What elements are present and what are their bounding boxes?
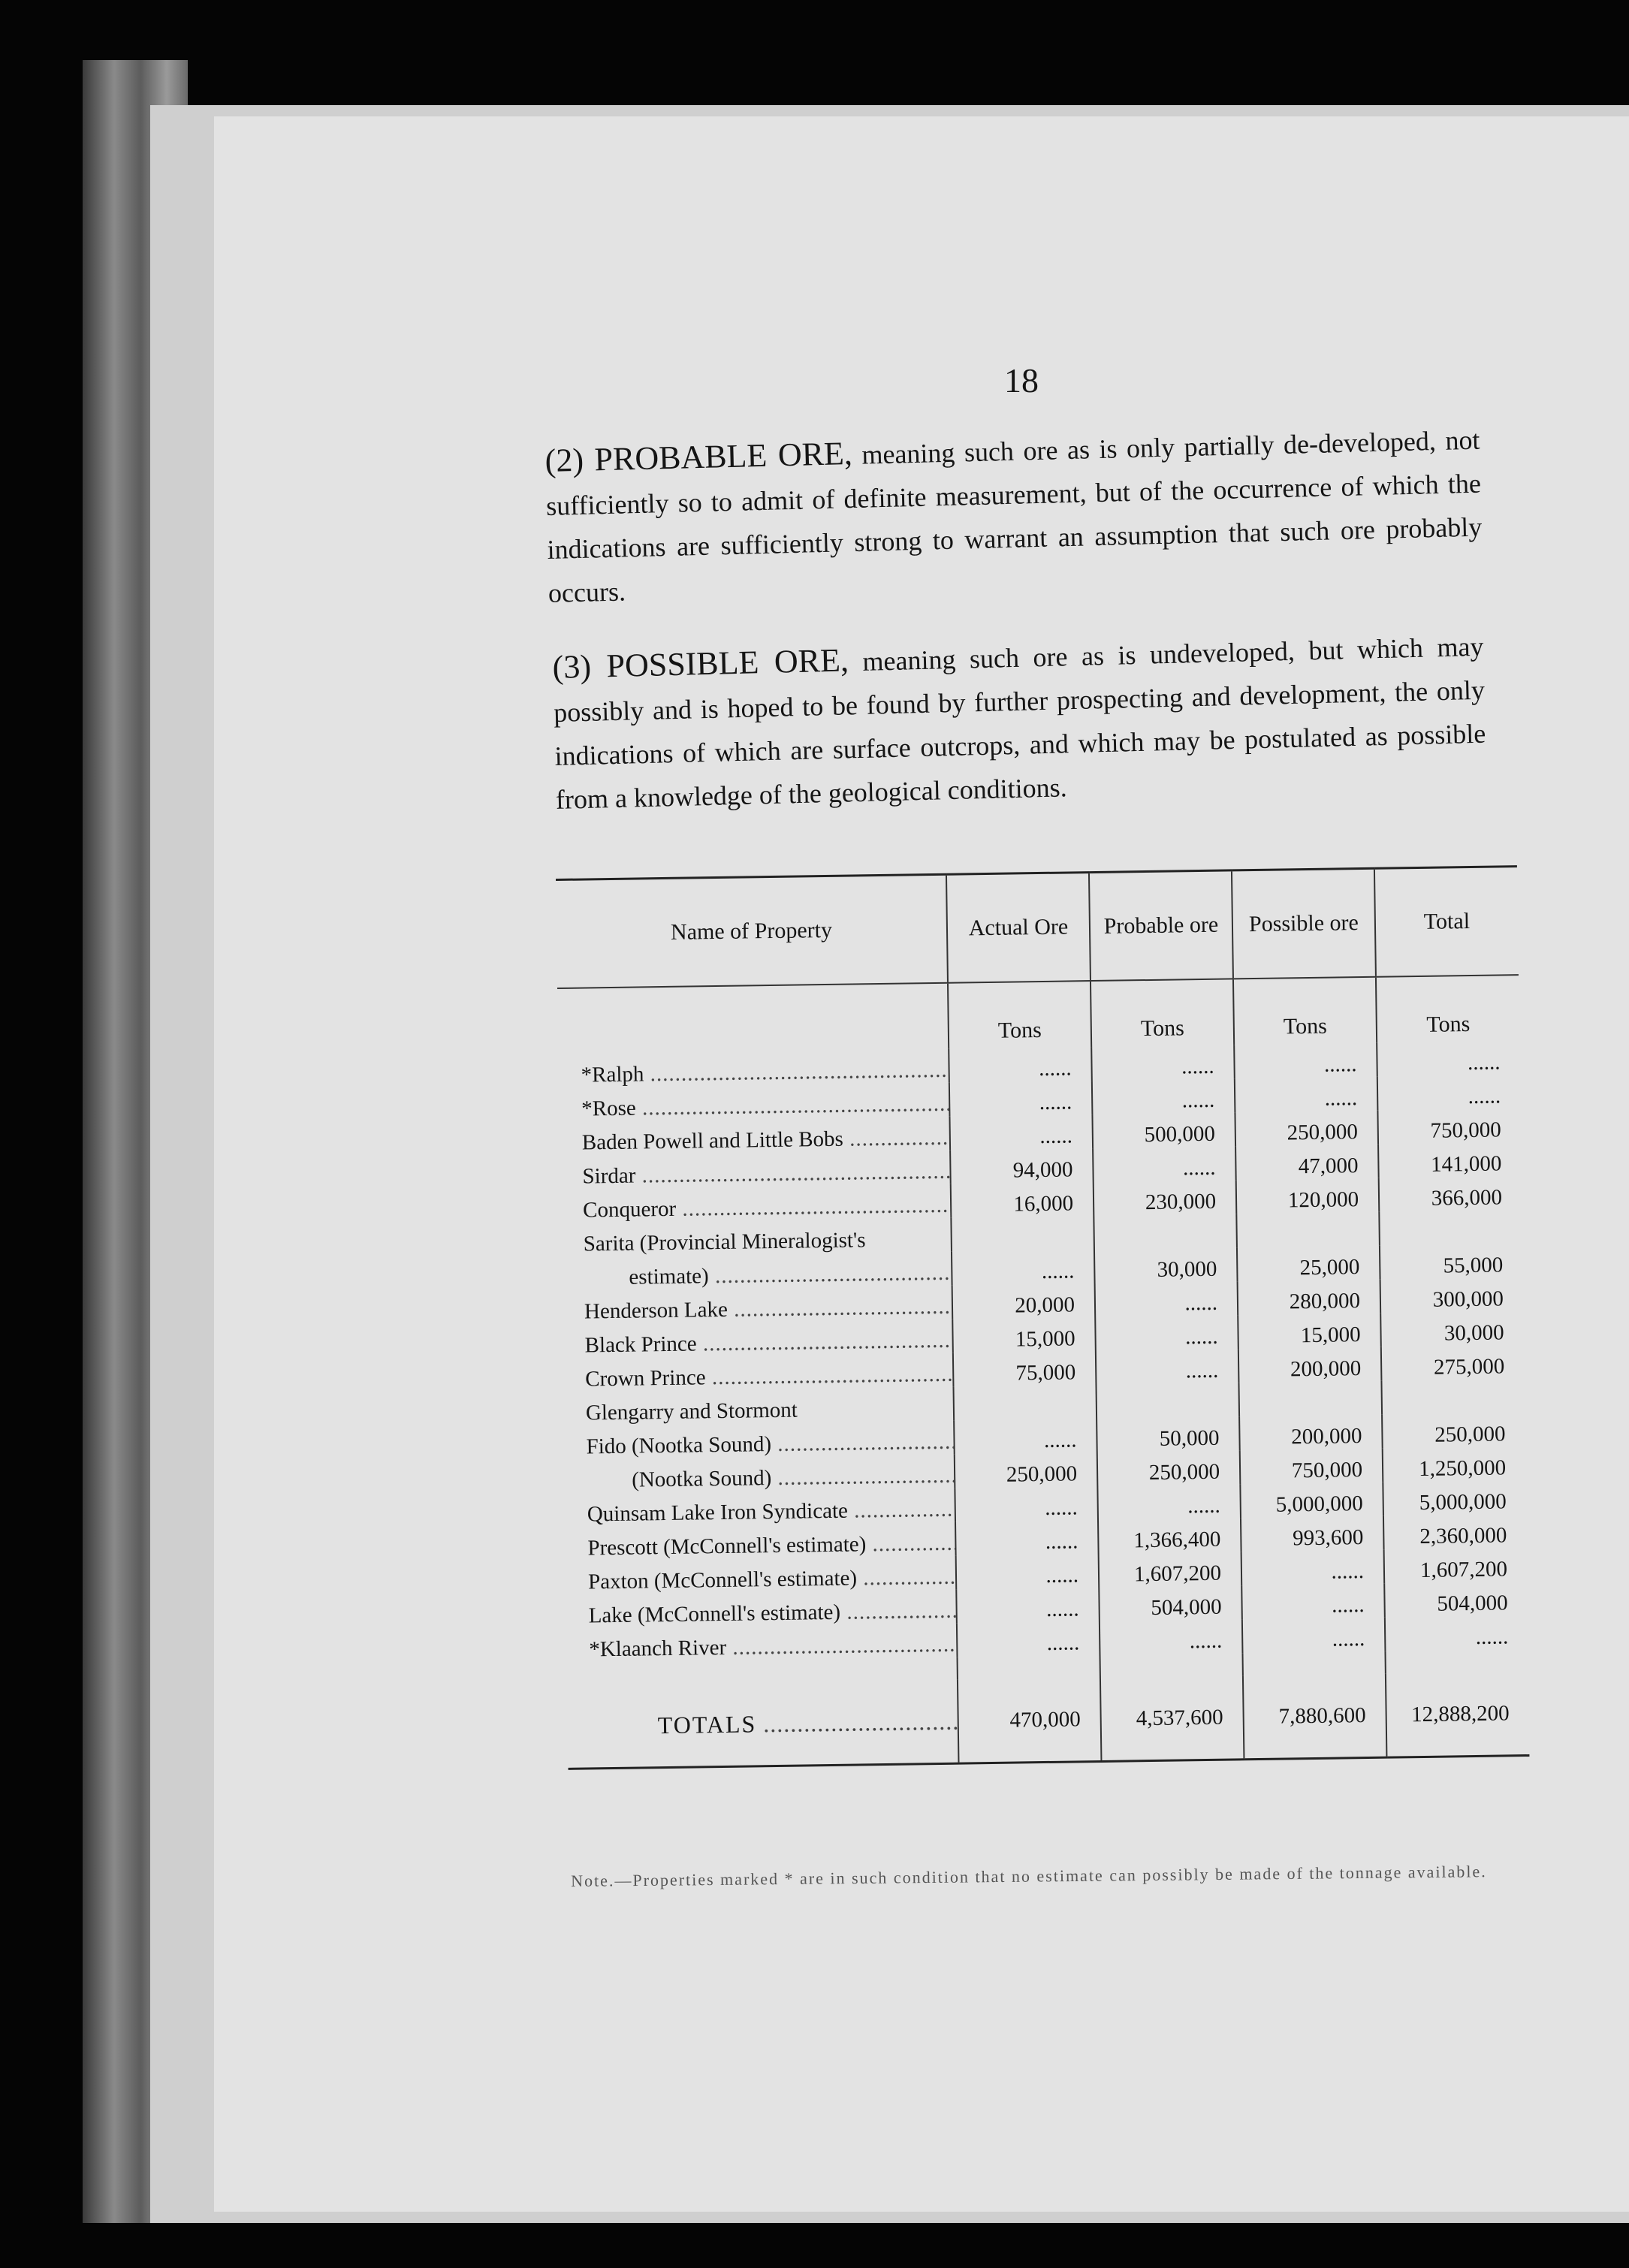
unit-label: Tons: [1376, 975, 1519, 1043]
value-actual: 20,000: [952, 1283, 1096, 1319]
value-possible: [1238, 1381, 1382, 1417]
property-name: *Ralph .....: [558, 1049, 949, 1088]
value-probable: 1,607,200: [1099, 1552, 1242, 1588]
value-possible: ......: [1242, 1618, 1386, 1654]
value-probable: ......: [1100, 1619, 1243, 1655]
ore-table: [556, 865, 1529, 1770]
value-possible: 200,000: [1239, 1415, 1383, 1451]
value-actual: 94,000: [950, 1148, 1094, 1184]
paragraph-body: meaning such ore as is only partially de-developed, not sufficiently so to admit of definite measurement, but of the occurrence of which the indications are sufficiently strong to warrant an assumption that such ore probably occurs.: [545, 424, 1483, 608]
value-actual: ......: [955, 1486, 1098, 1522]
value-actual: ......: [957, 1621, 1100, 1657]
value-actual: ......: [955, 1520, 1099, 1556]
value-possible: ......: [1241, 1550, 1385, 1586]
property-name: Henderson Lake .....: [562, 1286, 953, 1325]
column-header-probable: Probable ore: [1089, 870, 1233, 981]
value-actual: ......: [954, 1419, 1097, 1455]
value-probable: [1096, 1383, 1239, 1419]
table-header-row: [556, 867, 1519, 988]
value-probable: ......: [1095, 1281, 1238, 1317]
value-total: [1381, 1379, 1525, 1415]
column-header-possible: Possible ore: [1232, 868, 1376, 979]
value-total: ......: [1385, 1615, 1528, 1651]
value-probable: [1094, 1214, 1237, 1250]
value-actual: ......: [956, 1588, 1100, 1624]
value-total: 5,000,000: [1383, 1480, 1526, 1516]
value-total: 300,000: [1380, 1277, 1524, 1313]
paragraph-possible-ore: [552, 623, 1487, 822]
value-actual: ......: [949, 1047, 1092, 1083]
value-probable: ......: [1092, 1078, 1235, 1114]
table-body: [558, 1041, 1529, 1769]
property-name: Black Prince .....: [562, 1319, 953, 1359]
value-total: 141,000: [1378, 1142, 1522, 1178]
value-probable: 250,000: [1097, 1450, 1241, 1486]
value-actual: [953, 1385, 1097, 1421]
unit-label: Tons: [1233, 977, 1377, 1045]
value-total: 504,000: [1384, 1582, 1528, 1618]
value-possible: 750,000: [1240, 1449, 1383, 1485]
value-probable: ......: [1095, 1315, 1238, 1351]
property-name: Glengarry and Stormont: [585, 1398, 798, 1425]
property-name: Baden Powell and Little Bobs .....: [560, 1117, 951, 1156]
totals-label: TOTALS .....: [567, 1680, 959, 1769]
value-probable: ......: [1096, 1349, 1239, 1385]
value-probable: 50,000: [1097, 1416, 1240, 1452]
value-total: 2,360,000: [1383, 1514, 1527, 1550]
property-name: (Nootka Sound) .....: [564, 1455, 955, 1494]
value-possible: ......: [1234, 1043, 1377, 1079]
property-name: Fido (Nootka Sound) .....: [563, 1421, 955, 1460]
value-actual: 75,000: [953, 1351, 1097, 1387]
value-total: 275,000: [1381, 1345, 1525, 1381]
value-total: ......: [1377, 1075, 1521, 1111]
property-name: Prescott (McConnell's estimate) .....: [565, 1522, 956, 1561]
value-possible: 250,000: [1235, 1111, 1378, 1147]
footnote: Note.—Properties marked * are in such condition that no estimate can possibly be made of the tonnage available.: [571, 1862, 1487, 1890]
value-possible: 5,000,000: [1240, 1482, 1383, 1519]
value-actual: ......: [949, 1114, 1093, 1151]
property-name: Crown Prince .....: [563, 1353, 954, 1392]
property-name: Paxton (McConnell's estimate) .....: [566, 1556, 957, 1595]
property-name: Quinsam Lake Iron Syndicate .....: [564, 1488, 955, 1528]
value-probable: ......: [1091, 1045, 1235, 1081]
column-header-total: Total: [1374, 867, 1519, 977]
column-header-actual: Actual Ore: [946, 873, 1091, 983]
paragraph-lead: (3) POSSIBLE ORE,: [552, 641, 849, 686]
value-probable: ......: [1097, 1484, 1241, 1520]
property-name: Sirdar .....: [560, 1151, 951, 1190]
value-actual: 16,000: [951, 1182, 1094, 1218]
property-name: *Rose .....: [559, 1083, 950, 1122]
property-name: *Klaanch River .....: [566, 1624, 958, 1663]
unit-label: Tons: [948, 981, 1091, 1049]
value-possible: 120,000: [1236, 1178, 1380, 1214]
value-probable: 504,000: [1099, 1585, 1242, 1621]
value-total: 750,000: [1377, 1108, 1521, 1145]
value-probable: 1,366,400: [1098, 1518, 1241, 1554]
paragraph-probable-ore: [545, 417, 1483, 615]
property-name: Conqueror .....: [560, 1184, 952, 1223]
value-probable: 30,000: [1094, 1247, 1238, 1283]
value-total: [1379, 1210, 1522, 1246]
value-possible: 15,000: [1238, 1313, 1381, 1350]
value-total: 1,250,000: [1383, 1446, 1526, 1482]
table-totals-row: [567, 1672, 1529, 1769]
value-total: 1,607,200: [1384, 1548, 1528, 1584]
totals-actual: 470,000: [958, 1678, 1102, 1763]
value-total: 250,000: [1382, 1413, 1525, 1449]
page-number: 18: [1004, 361, 1039, 400]
value-total: 366,000: [1379, 1176, 1522, 1212]
value-actual: [951, 1216, 1094, 1252]
totals-total: 12,888,200: [1386, 1672, 1530, 1757]
value-probable: ......: [1093, 1146, 1236, 1182]
value-possible: 47,000: [1235, 1145, 1379, 1181]
ore-table-container: [556, 865, 1530, 1825]
totals-possible: 7,880,600: [1243, 1674, 1387, 1760]
property-name: estimate) .....: [561, 1252, 952, 1291]
value-total: 55,000: [1380, 1244, 1523, 1280]
value-possible: ......: [1241, 1584, 1385, 1620]
column-header-name: Name of Property: [556, 874, 948, 988]
value-possible: [1236, 1212, 1380, 1248]
value-total: 30,000: [1380, 1311, 1524, 1347]
value-actual: ......: [949, 1081, 1093, 1117]
value-possible: 993,600: [1241, 1516, 1384, 1552]
paragraph-lead: (2) PROBABLE ORE,: [545, 435, 853, 479]
property-name: Lake (McConnell's estimate) .....: [566, 1590, 957, 1629]
value-possible: 25,000: [1237, 1246, 1380, 1282]
value-total: ......: [1377, 1041, 1520, 1077]
value-actual: 250,000: [955, 1452, 1098, 1488]
paragraph-body: meaning such ore as is undeveloped, but which may possibly and is hoped to be found by further prospecting and development, the only indications of which are surface outcrops, and which may be postulated as possible from a knowledge of the geological conditions.: [553, 631, 1486, 815]
value-actual: ......: [952, 1250, 1095, 1286]
value-possible: ......: [1235, 1077, 1378, 1113]
value-possible: 280,000: [1238, 1280, 1381, 1316]
unit-label: Tons: [1091, 979, 1234, 1047]
property-name: Sarita (Provincial Mineralogist's: [583, 1228, 866, 1256]
value-possible: 200,000: [1238, 1347, 1382, 1383]
totals-probable: 4,537,600: [1100, 1675, 1244, 1761]
value-probable: 500,000: [1092, 1112, 1235, 1148]
value-actual: ......: [956, 1554, 1100, 1590]
value-actual: 15,000: [952, 1317, 1096, 1353]
value-probable: 230,000: [1094, 1180, 1237, 1216]
units-blank: [557, 983, 949, 1054]
